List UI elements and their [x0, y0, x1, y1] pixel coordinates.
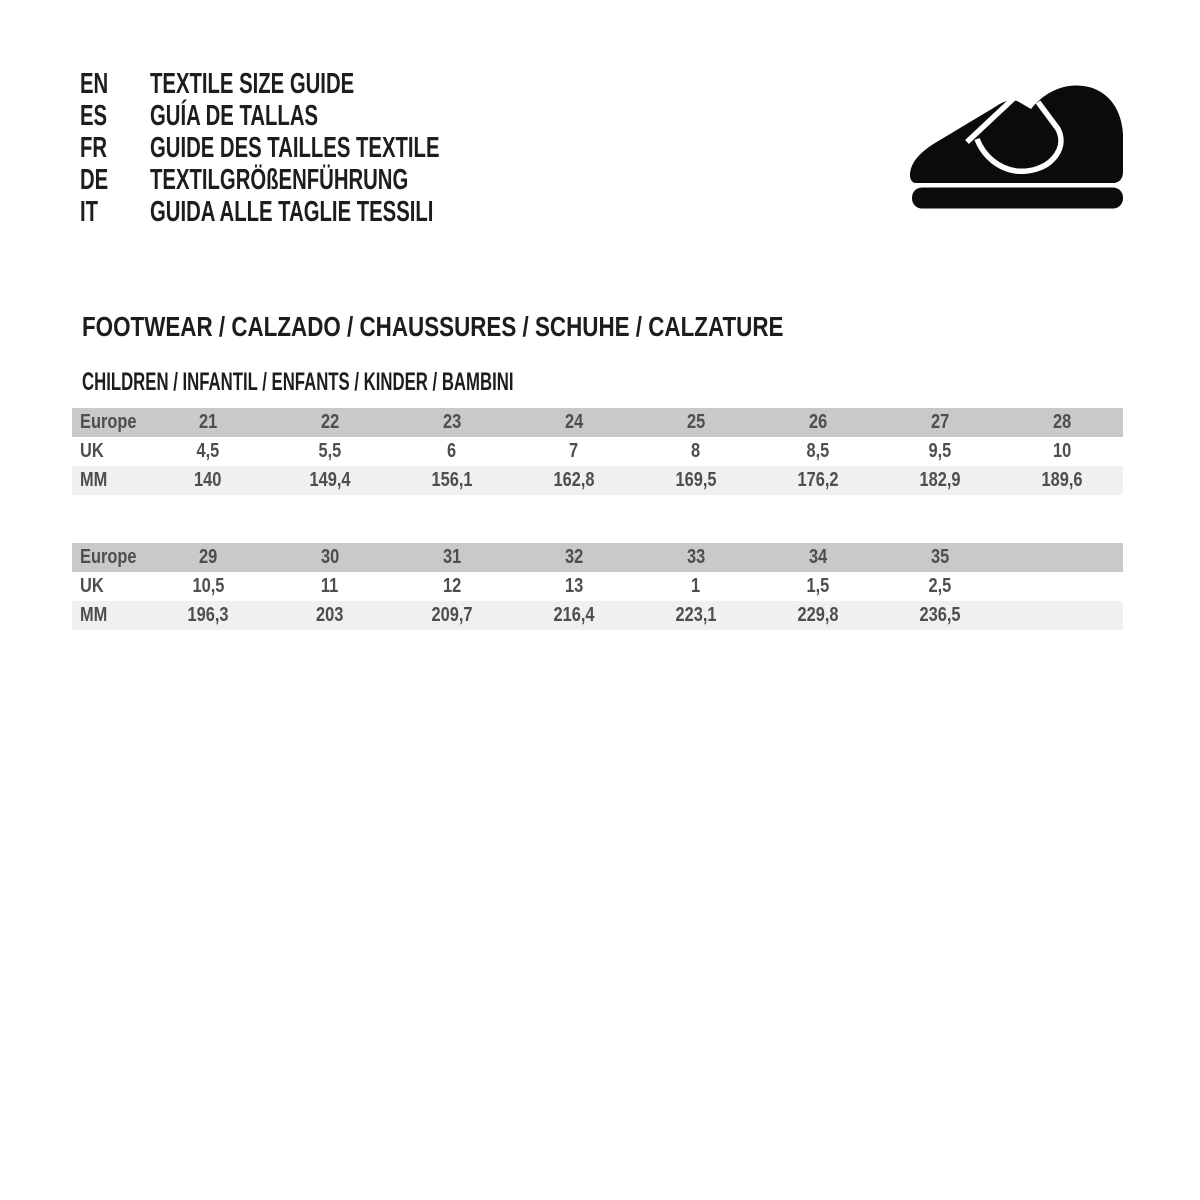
size-cell: 8: [635, 437, 757, 466]
section-title-footwear: [82, 310, 959, 344]
size-cell: 203: [269, 601, 391, 630]
size-cell: 236,5: [879, 601, 1001, 630]
size-cell: 13: [513, 572, 635, 601]
size-cell: 156,1: [391, 466, 513, 495]
size-table-row: [72, 466, 1123, 495]
size-cell: 7: [513, 437, 635, 466]
size-cell: [1001, 543, 1123, 572]
size-cell: 5,5: [269, 437, 391, 466]
lang-row-de: [80, 164, 564, 196]
size-cell: 25: [635, 408, 757, 437]
row-label: Europe: [72, 543, 147, 572]
row-label: UK: [72, 572, 147, 601]
size-cell: 31: [391, 543, 513, 572]
row-label: Europe: [72, 408, 147, 437]
size-table-children-2: [72, 543, 1123, 630]
size-table-row: [72, 437, 1123, 466]
size-cell: 33: [635, 543, 757, 572]
lang-row-es: [80, 100, 564, 132]
size-table-children-1: [72, 408, 1123, 495]
lang-title: GUIDA ALLE TAGLIE TESSILI: [150, 196, 434, 228]
lang-code: FR: [80, 132, 108, 164]
size-table-row: [72, 408, 1123, 437]
size-cell: 27: [879, 408, 1001, 437]
row-label: UK: [72, 437, 147, 466]
lang-row-fr: [80, 132, 564, 164]
size-cell: 22: [269, 408, 391, 437]
size-cell: 24: [513, 408, 635, 437]
lang-title: TEXTILE SIZE GUIDE: [150, 68, 355, 100]
size-cell: 35: [879, 543, 1001, 572]
size-cell: 189,6: [1001, 466, 1123, 495]
size-cell: 29: [147, 543, 269, 572]
size-cell: 23: [391, 408, 513, 437]
size-cell: 26: [757, 408, 879, 437]
size-cell: 30: [269, 543, 391, 572]
row-label: MM: [72, 601, 147, 630]
size-cell: 10,5: [147, 572, 269, 601]
size-cell: 140: [147, 466, 269, 495]
row-label: MM: [72, 466, 147, 495]
size-cell: 196,3: [147, 601, 269, 630]
lang-code: IT: [80, 196, 99, 228]
size-cell: 162,8: [513, 466, 635, 495]
size-cell: [1001, 572, 1123, 601]
lang-title: GUIDE DES TAILLES TEXTILE: [150, 132, 440, 164]
section-subtitle-text: CHILDREN / INFANTIL / ENFANTS / KINDER / BAMBINI: [82, 368, 514, 396]
size-cell: 229,8: [757, 601, 879, 630]
size-cell: 149,4: [269, 466, 391, 495]
size-cell: 223,1: [635, 601, 757, 630]
lang-code: EN: [80, 68, 109, 100]
size-cell: 1: [635, 572, 757, 601]
size-cell: 176,2: [757, 466, 879, 495]
size-cell: 32: [513, 543, 635, 572]
size-cell: 169,5: [635, 466, 757, 495]
lang-title: TEXTILGRÖßENFÜHRUNG: [150, 164, 409, 196]
lang-code: DE: [80, 164, 109, 196]
size-cell: 28: [1001, 408, 1123, 437]
children-shoe-icon: [895, 75, 1145, 225]
size-cell: 10: [1001, 437, 1123, 466]
size-table-row: [72, 543, 1123, 572]
size-cell: 209,7: [391, 601, 513, 630]
size-cell: 9,5: [879, 437, 1001, 466]
lang-code: ES: [80, 100, 108, 132]
size-cell: 1,5: [757, 572, 879, 601]
size-cell: 182,9: [879, 466, 1001, 495]
size-cell: 6: [391, 437, 513, 466]
size-cell: 216,4: [513, 601, 635, 630]
language-title-list: [80, 68, 564, 228]
size-cell: 4,5: [147, 437, 269, 466]
section-title-text: FOOTWEAR / CALZADO / CHAUSSURES / SCHUHE / CALZATURE: [82, 311, 784, 342]
lang-row-en: [80, 68, 564, 100]
size-cell: 12: [391, 572, 513, 601]
section-subtitle-children: [82, 367, 726, 397]
size-cell: [1001, 601, 1123, 630]
size-cell: 8,5: [757, 437, 879, 466]
size-cell: 11: [269, 572, 391, 601]
size-cell: 21: [147, 408, 269, 437]
size-table-row: [72, 572, 1123, 601]
size-cell: 34: [757, 543, 879, 572]
lang-row-it: [80, 196, 564, 228]
size-cell: 2,5: [879, 572, 1001, 601]
size-table-row: [72, 601, 1123, 630]
lang-title: GUÍA DE TALLAS: [150, 100, 319, 132]
